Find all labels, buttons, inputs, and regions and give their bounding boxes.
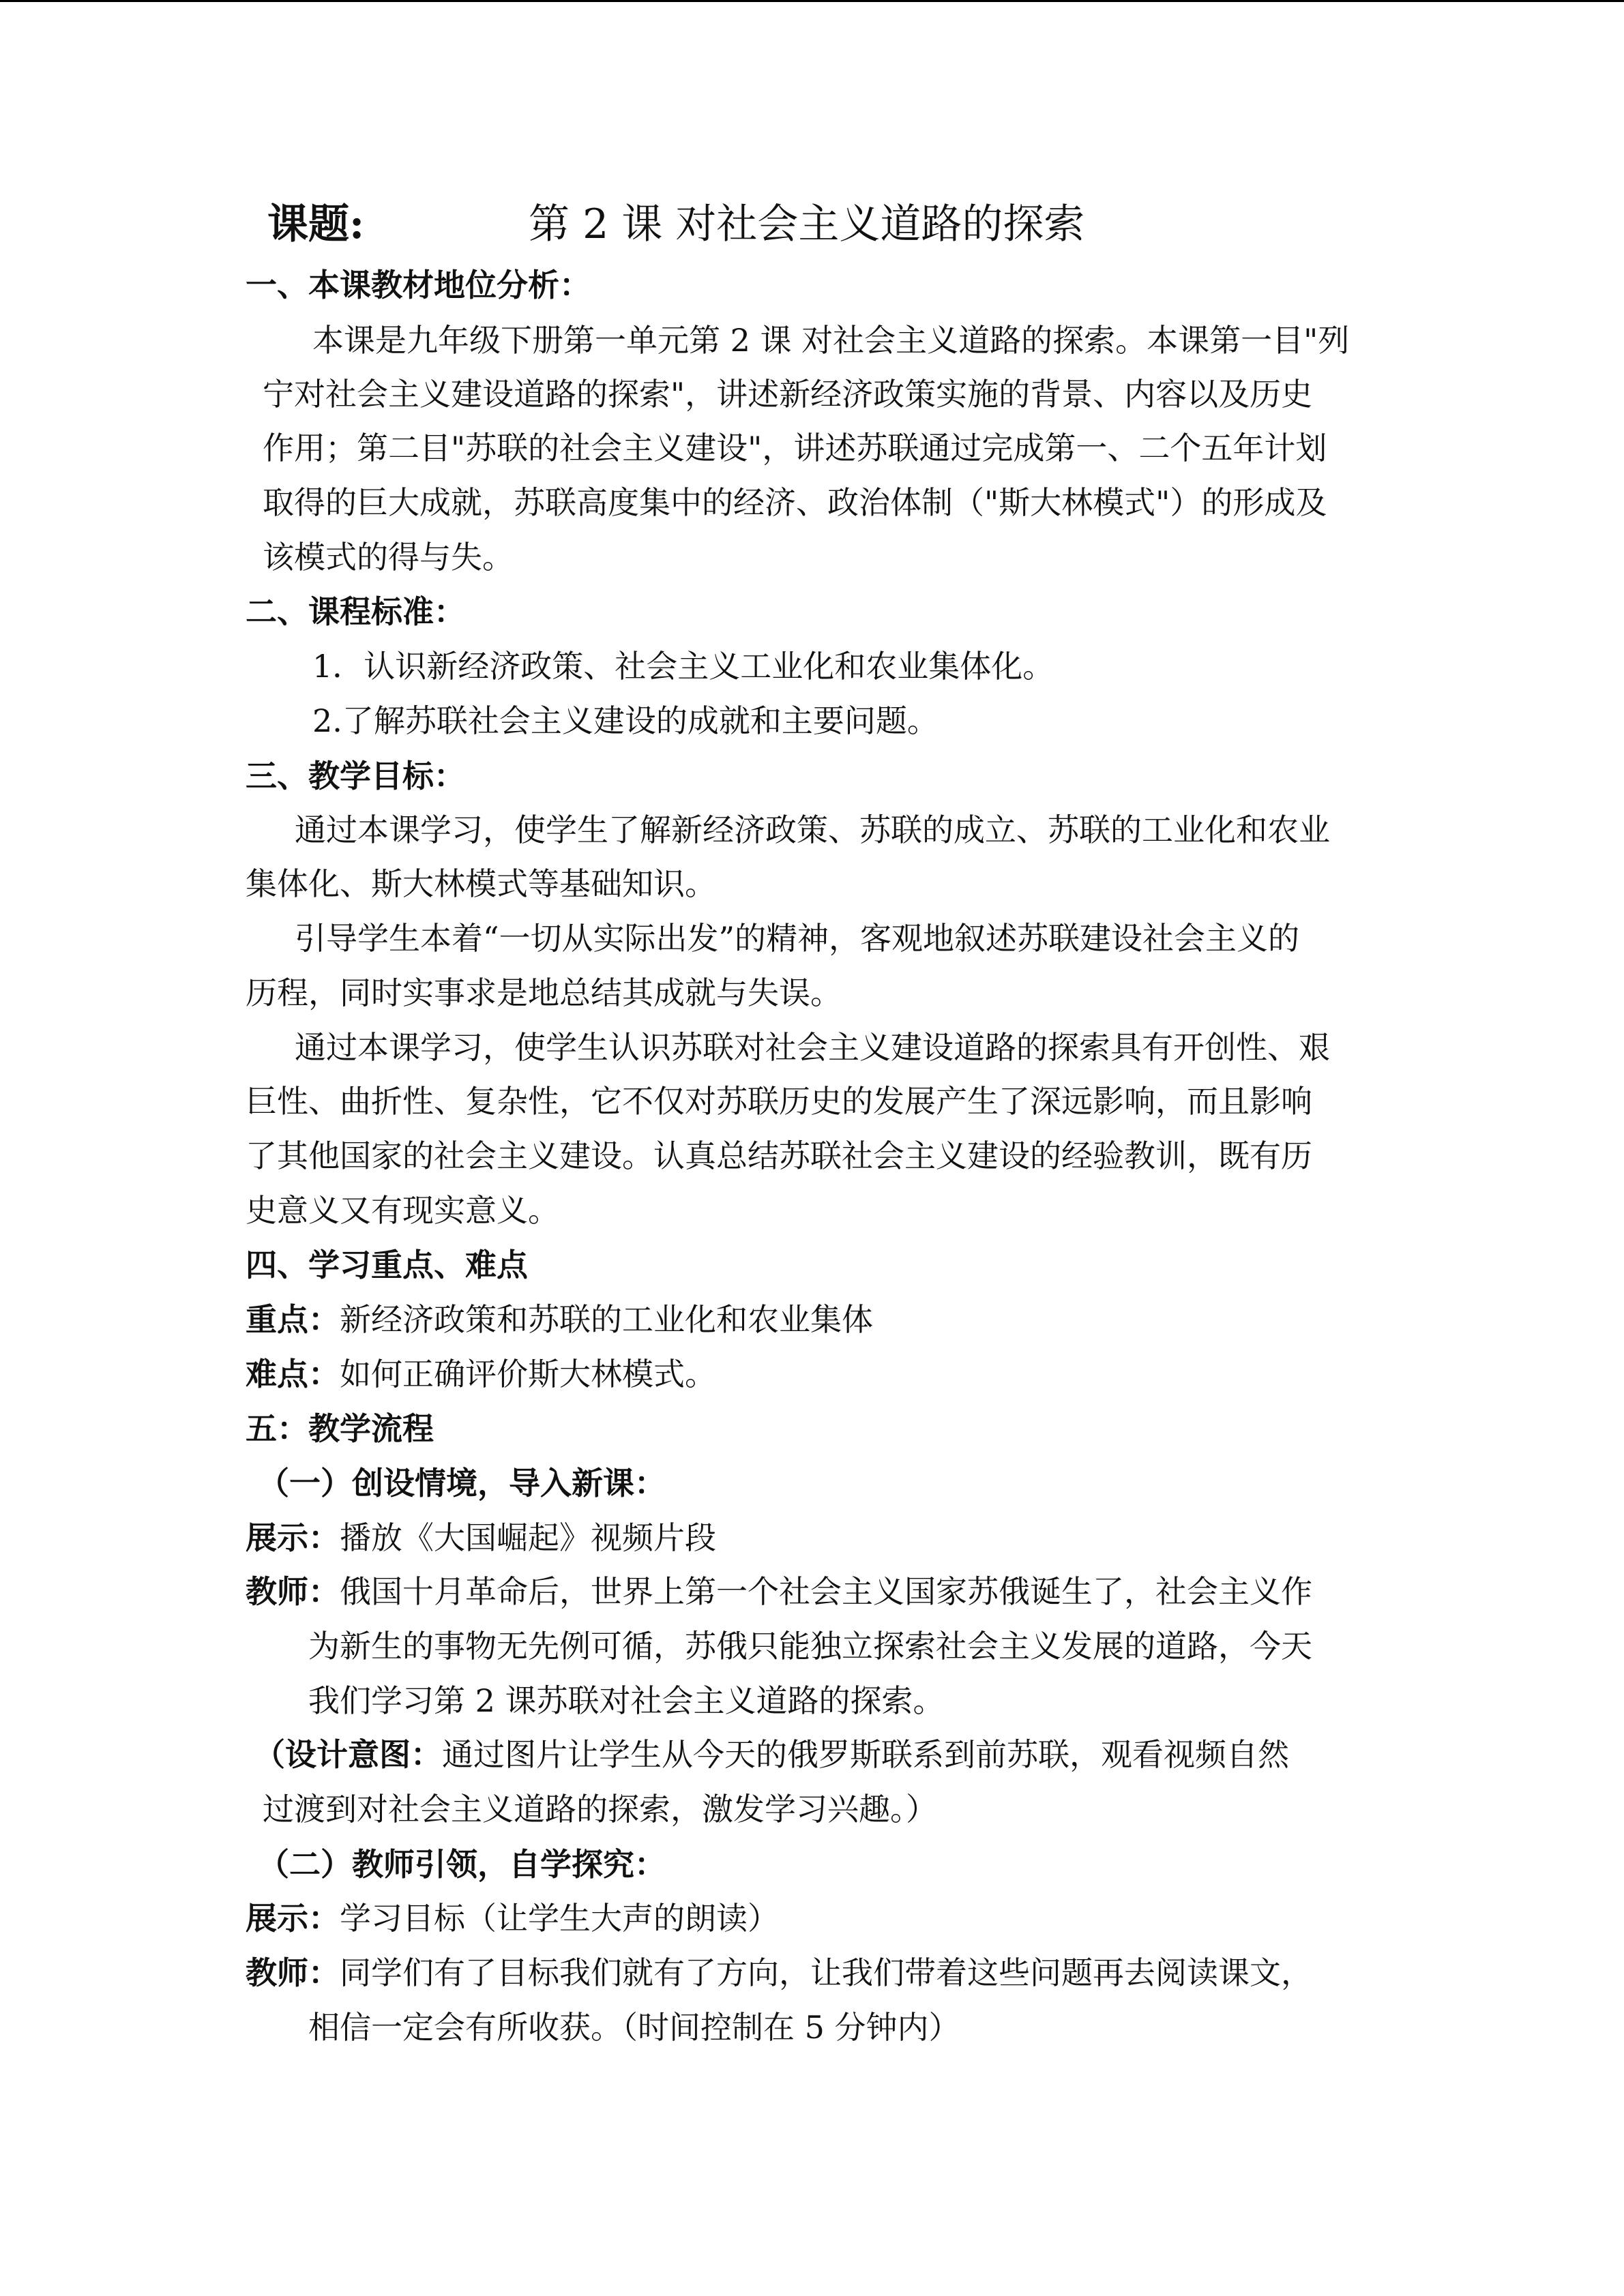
show-1-label: 展示：: [246, 1519, 340, 1556]
s3-line-2: 集体化、斯大林模式等基础知识。: [246, 865, 716, 902]
teacher-2-text-1: 同学们有了目标我们就有了方向，让我们带着这些问题再去阅读课文，: [340, 1954, 1312, 1991]
show-2-label: 展示：: [246, 1900, 340, 1937]
s1-line-3: 作用；第二目"苏联的社会主义建设"，讲述苏联通过完成第一、二个五年计划: [263, 430, 1327, 466]
teacher-2-text-2: 相信一定会有所收获。（时间控制在 5 分钟内）: [308, 2009, 960, 2046]
design-intent-text-2: 过渡到对社会主义道路的探索，激发学习兴趣。）: [263, 1791, 937, 1828]
teacher-1-text-2: 为新生的事物无先例可循，苏俄只能独立探索社会主义发展的道路，今天: [308, 1628, 1312, 1665]
s1-line-2: 宁对社会主义建设道路的探索"，讲述新经济政策实施的背景、内容以及历史: [263, 376, 1313, 413]
teacher-1-text-1: 俄国十月革命后，世界上第一个社会主义国家苏俄诞生了，社会主义作: [340, 1573, 1312, 1610]
difficult-point-line: [246, 1354, 716, 1395]
s1-line-4: 取得的巨大成就，苏联高度集中的经济、政治体制（"斯大林模式"）的形成及: [263, 484, 1327, 521]
show-1-text: 播放《大国崛起》视频片段: [340, 1519, 716, 1556]
show-2-line: [246, 1898, 779, 1939]
difficult-point-label: 难点：: [246, 1356, 340, 1392]
s3-line-1: 通过本课学习，使学生了解新经济政策、苏联的成立、苏联的工业化和农业: [295, 811, 1330, 848]
section-2-heading: 二、课程标准：: [246, 593, 465, 630]
design-intent-label: （设计意图：: [254, 1736, 442, 1773]
s3-line-3: 引导学生本着“一切从实际出发”的精神，客观地叙述苏联建设社会主义的: [295, 920, 1300, 957]
s2-item-2: 2.了解苏联社会主义建设的成就和主要问题。: [312, 702, 939, 739]
title-label: 课题:: [267, 200, 365, 248]
section-5-heading: 五：教学流程: [246, 1410, 434, 1447]
s2-item-1: 1．认识新经济政策、社会主义工业化和农业集体化。: [312, 648, 1054, 685]
s1-line-5: 该模式的得与失。: [263, 539, 514, 576]
design-intent-text-1: 通过图片让学生从今天的俄罗斯联系到前苏联，观看视频自然: [442, 1736, 1289, 1773]
teacher-1-label: 教师：: [246, 1573, 340, 1610]
s3-line-6: 巨性、曲折性、复杂性，它不仅对苏联历史的发展产生了深远影响，而且影响: [246, 1083, 1312, 1120]
difficult-point-text: 如何正确评价斯大林模式。: [340, 1356, 716, 1392]
s3-line-4: 历程，同时实事求是地总结其成就与失误。: [246, 974, 842, 1011]
teacher-1-text-3: 我们学习第 2 课苏联对社会主义道路的探索。: [308, 1682, 945, 1719]
section-1-heading: 一、本课教材地位分析：: [246, 267, 591, 303]
s3-line-8: 史意义又有现实意义。: [246, 1192, 559, 1229]
teacher-2-line-1: [246, 1952, 1312, 1993]
design-intent-line-1: [254, 1734, 1289, 1775]
show-1-line: [246, 1517, 716, 1558]
section-4-heading: 四、学习重点、难点: [246, 1247, 528, 1283]
show-2-text: 学习目标（让学生大声的朗读）: [340, 1900, 779, 1937]
sub-heading-1: （一）创设情境，导入新课：: [258, 1465, 666, 1502]
teacher-1-line-1: [246, 1571, 1312, 1612]
sub-heading-2: （二）教师引领，自学探究：: [258, 1846, 666, 1883]
section-3-heading: 三、教学目标：: [246, 758, 465, 794]
page-title: 第 2 课 对社会主义道路的探索: [529, 200, 1085, 248]
key-point-line: [246, 1299, 873, 1340]
s3-line-7: 了其他国家的社会主义建设。认真总结苏联社会主义建设的经验教训，既有历: [246, 1137, 1312, 1174]
key-point-label: 重点：: [246, 1301, 340, 1338]
key-point-text: 新经济政策和苏联的工业化和农业集体: [340, 1301, 873, 1338]
teacher-2-label: 教师：: [246, 1954, 340, 1991]
s1-line-1: 本课是九年级下册第一单元第 2 课 对社会主义道路的探索。本课第一目"列: [312, 322, 1350, 359]
s3-line-5: 通过本课学习，使学生认识苏联对社会主义建设道路的探索具有开创性、艰: [295, 1029, 1330, 1066]
